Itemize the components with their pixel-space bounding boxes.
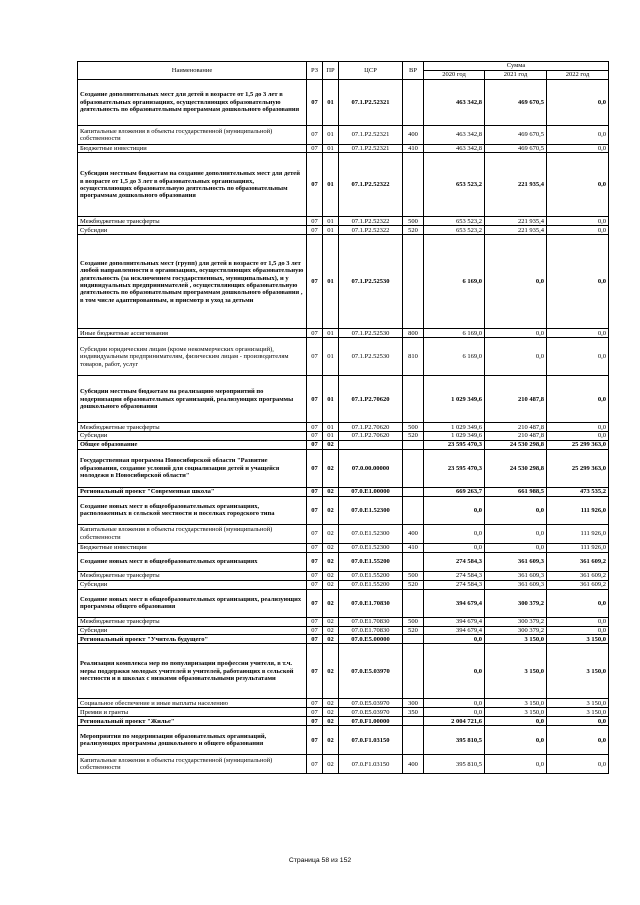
cell-pr: 02 bbox=[323, 543, 339, 552]
cell-2022: 0,0 bbox=[547, 145, 609, 153]
header-year-2022: 2022 год bbox=[547, 71, 609, 80]
cell-name: Региональный проект "Жилье" bbox=[78, 717, 307, 726]
cell-2020: 274 584,3 bbox=[424, 580, 485, 589]
cell-2021: 3 150,0 bbox=[485, 644, 547, 699]
header-vr: ВР bbox=[403, 62, 424, 80]
table-row bbox=[78, 580, 609, 589]
cell-2022: 25 299 363,0 bbox=[547, 449, 609, 487]
cell-csr: 07.0.E1.00000 bbox=[339, 487, 403, 496]
cell-rz: 07 bbox=[307, 617, 323, 626]
cell-csr: 07.0.00.00000 bbox=[339, 449, 403, 487]
table-row bbox=[78, 376, 609, 423]
cell-2021: 469 670,5 bbox=[485, 80, 547, 126]
cell-name: Капитальные вложения в объекты государственной (муниципальной) собственности bbox=[78, 755, 307, 774]
cell-2022: 0,0 bbox=[547, 338, 609, 376]
table-row bbox=[78, 487, 609, 496]
cell-pr: 02 bbox=[323, 755, 339, 774]
header-year-2021: 2021 год bbox=[485, 71, 547, 80]
cell-2021: 3 150,0 bbox=[485, 699, 547, 708]
cell-2020: 463 342,8 bbox=[424, 145, 485, 153]
cell-2020: 1 029 349,6 bbox=[424, 376, 485, 423]
table-row bbox=[78, 571, 609, 580]
cell-2020: 0,0 bbox=[424, 524, 485, 543]
cell-rz: 07 bbox=[307, 126, 323, 145]
cell-pr: 01 bbox=[323, 338, 339, 376]
cell-vr: 520 bbox=[403, 580, 424, 589]
cell-2022: 0,0 bbox=[547, 153, 609, 217]
cell-2022: 3 150,0 bbox=[547, 644, 609, 699]
cell-2020: 394 679,4 bbox=[424, 589, 485, 617]
cell-csr: 07.1.P2.70620 bbox=[339, 432, 403, 440]
cell-pr: 02 bbox=[323, 571, 339, 580]
table-row bbox=[78, 338, 609, 376]
table-row bbox=[78, 552, 609, 571]
cell-2021: 300 379,2 bbox=[485, 626, 547, 634]
cell-vr bbox=[403, 589, 424, 617]
header-year-2020: 2020 год bbox=[424, 71, 485, 80]
cell-csr: 07.1.P2.52322 bbox=[339, 217, 403, 226]
cell-2022: 0,0 bbox=[547, 589, 609, 617]
cell-rz: 07 bbox=[307, 423, 323, 432]
cell-rz: 07 bbox=[307, 708, 323, 717]
cell-pr: 02 bbox=[323, 635, 339, 644]
cell-rz: 07 bbox=[307, 376, 323, 423]
cell-vr: 520 bbox=[403, 626, 424, 634]
cell-2021: 221 935,4 bbox=[485, 217, 547, 226]
cell-2021: 210 487,8 bbox=[485, 376, 547, 423]
cell-2021: 0,0 bbox=[485, 329, 547, 338]
cell-name: Региональный проект "Учитель будущего" bbox=[78, 635, 307, 644]
cell-rz: 07 bbox=[307, 580, 323, 589]
table-row bbox=[78, 543, 609, 552]
cell-pr: 02 bbox=[323, 717, 339, 726]
cell-2021: 361 609,3 bbox=[485, 552, 547, 571]
cell-2022: 0,0 bbox=[547, 126, 609, 145]
cell-pr: 02 bbox=[323, 644, 339, 699]
cell-rz: 07 bbox=[307, 449, 323, 487]
cell-vr bbox=[403, 440, 424, 449]
cell-csr: 07.1.P2.52321 bbox=[339, 145, 403, 153]
cell-2020: 0,0 bbox=[424, 708, 485, 717]
cell-pr: 01 bbox=[323, 145, 339, 153]
cell-pr: 01 bbox=[323, 217, 339, 226]
cell-2021: 24 530 298,8 bbox=[485, 440, 547, 449]
cell-2022: 473 535,2 bbox=[547, 487, 609, 496]
table-row bbox=[78, 717, 609, 726]
cell-rz: 07 bbox=[307, 589, 323, 617]
cell-2021: 0,0 bbox=[485, 496, 547, 524]
cell-rz: 07 bbox=[307, 755, 323, 774]
cell-2020: 0,0 bbox=[424, 644, 485, 699]
cell-2022: 0,0 bbox=[547, 617, 609, 626]
cell-pr: 01 bbox=[323, 329, 339, 338]
cell-2020: 463 342,8 bbox=[424, 126, 485, 145]
cell-name: Создание дополнительных мест для детей в возрасте от 1,5 до 3 лет в образовательных организациях, осуществляющих образовательную деятельность по образовательным программам дошкольного образования bbox=[78, 80, 307, 126]
cell-2020: 653 523,2 bbox=[424, 153, 485, 217]
cell-vr bbox=[403, 644, 424, 699]
cell-name: Создание новых мест в общеобразовательных организациях bbox=[78, 552, 307, 571]
cell-2020: 0,0 bbox=[424, 635, 485, 644]
cell-2021: 221 935,4 bbox=[485, 226, 547, 235]
cell-name: Межбюджетные трансферты bbox=[78, 423, 307, 432]
header-name: Наименование bbox=[78, 62, 307, 80]
cell-2020: 395 810,5 bbox=[424, 755, 485, 774]
cell-2020: 0,0 bbox=[424, 699, 485, 708]
cell-pr: 02 bbox=[323, 726, 339, 755]
cell-csr: 07.0.E1.52300 bbox=[339, 496, 403, 524]
cell-rz: 07 bbox=[307, 543, 323, 552]
cell-pr: 02 bbox=[323, 496, 339, 524]
cell-csr: 07.1.P2.52530 bbox=[339, 329, 403, 338]
cell-2021: 300 379,2 bbox=[485, 589, 547, 617]
cell-csr: 07.1.P2.52321 bbox=[339, 126, 403, 145]
cell-pr: 02 bbox=[323, 440, 339, 449]
cell-rz: 07 bbox=[307, 235, 323, 329]
cell-vr: 800 bbox=[403, 329, 424, 338]
header-pr: ПР bbox=[323, 62, 339, 80]
table-row bbox=[78, 226, 609, 235]
cell-vr: 400 bbox=[403, 755, 424, 774]
cell-csr: 07.0.E5.03970 bbox=[339, 708, 403, 717]
cell-2022: 0,0 bbox=[547, 226, 609, 235]
cell-pr: 02 bbox=[323, 617, 339, 626]
cell-pr: 01 bbox=[323, 235, 339, 329]
cell-vr: 500 bbox=[403, 217, 424, 226]
cell-rz: 07 bbox=[307, 635, 323, 644]
table-body bbox=[78, 80, 609, 774]
table-row bbox=[78, 329, 609, 338]
table-row bbox=[78, 755, 609, 774]
cell-2020: 0,0 bbox=[424, 543, 485, 552]
cell-vr: 500 bbox=[403, 617, 424, 626]
cell-csr bbox=[339, 440, 403, 449]
cell-2020: 394 679,4 bbox=[424, 626, 485, 634]
cell-pr: 02 bbox=[323, 589, 339, 617]
cell-name: Иные бюджетные ассигнования bbox=[78, 329, 307, 338]
cell-name: Капитальные вложения в объекты государственной (муниципальной) собственности bbox=[78, 524, 307, 543]
cell-vr bbox=[403, 235, 424, 329]
cell-csr: 07.0.E1.70830 bbox=[339, 589, 403, 617]
cell-rz: 07 bbox=[307, 726, 323, 755]
cell-vr: 410 bbox=[403, 543, 424, 552]
cell-2021: 0,0 bbox=[485, 543, 547, 552]
cell-2022: 0,0 bbox=[547, 80, 609, 126]
cell-2022: 0,0 bbox=[547, 235, 609, 329]
cell-rz: 07 bbox=[307, 487, 323, 496]
cell-csr: 07.1.P2.52322 bbox=[339, 226, 403, 235]
cell-2020: 23 595 470,3 bbox=[424, 449, 485, 487]
cell-rz: 07 bbox=[307, 329, 323, 338]
cell-2021: 24 530 298,8 bbox=[485, 449, 547, 487]
cell-rz: 07 bbox=[307, 440, 323, 449]
cell-pr: 01 bbox=[323, 126, 339, 145]
cell-2020: 395 810,5 bbox=[424, 726, 485, 755]
cell-2022: 0,0 bbox=[547, 726, 609, 755]
cell-name: Бюджетные инвестиции bbox=[78, 145, 307, 153]
table-row bbox=[78, 80, 609, 126]
cell-csr: 07.0.E5.03970 bbox=[339, 699, 403, 708]
table-row bbox=[78, 589, 609, 617]
cell-vr: 350 bbox=[403, 708, 424, 717]
cell-name: Межбюджетные трансферты bbox=[78, 571, 307, 580]
cell-rz: 07 bbox=[307, 432, 323, 440]
cell-2021: 361 609,3 bbox=[485, 571, 547, 580]
cell-csr: 07.0.E1.55200 bbox=[339, 580, 403, 589]
cell-vr: 500 bbox=[403, 423, 424, 432]
cell-2021: 661 988,5 bbox=[485, 487, 547, 496]
cell-2022: 361 609,2 bbox=[547, 552, 609, 571]
cell-csr: 07.0.E5.03970 bbox=[339, 644, 403, 699]
cell-2020: 1 029 349,6 bbox=[424, 432, 485, 440]
cell-2022: 111 926,0 bbox=[547, 543, 609, 552]
cell-rz: 07 bbox=[307, 153, 323, 217]
cell-2021: 0,0 bbox=[485, 755, 547, 774]
cell-2020: 23 595 470,3 bbox=[424, 440, 485, 449]
cell-name: Премии и гранты bbox=[78, 708, 307, 717]
cell-2022: 0,0 bbox=[547, 432, 609, 440]
cell-2020: 653 523,2 bbox=[424, 217, 485, 226]
cell-csr: 07.0.F1.03150 bbox=[339, 726, 403, 755]
page-number: Страница 58 из 152 bbox=[288, 857, 352, 864]
cell-rz: 07 bbox=[307, 699, 323, 708]
cell-2020: 6 169,0 bbox=[424, 329, 485, 338]
cell-name: Региональный проект "Современная школа" bbox=[78, 487, 307, 496]
cell-2022: 111 926,0 bbox=[547, 524, 609, 543]
cell-pr: 02 bbox=[323, 626, 339, 634]
cell-vr bbox=[403, 376, 424, 423]
table-header bbox=[78, 62, 609, 80]
cell-2022: 0,0 bbox=[547, 376, 609, 423]
cell-2020: 463 342,8 bbox=[424, 80, 485, 126]
cell-pr: 01 bbox=[323, 80, 339, 126]
table-row bbox=[78, 440, 609, 449]
cell-2022: 361 609,2 bbox=[547, 571, 609, 580]
cell-vr: 410 bbox=[403, 145, 424, 153]
cell-2020: 669 263,7 bbox=[424, 487, 485, 496]
cell-2022: 0,0 bbox=[547, 626, 609, 634]
cell-2020: 2 004 721,6 bbox=[424, 717, 485, 726]
cell-2021: 469 670,5 bbox=[485, 145, 547, 153]
cell-pr: 01 bbox=[323, 376, 339, 423]
cell-pr: 02 bbox=[323, 487, 339, 496]
budget-table bbox=[77, 61, 609, 774]
cell-csr: 07.0.E1.55200 bbox=[339, 571, 403, 580]
cell-rz: 07 bbox=[307, 626, 323, 634]
cell-2021: 210 487,8 bbox=[485, 423, 547, 432]
cell-vr bbox=[403, 552, 424, 571]
cell-2020: 274 584,3 bbox=[424, 571, 485, 580]
cell-rz: 07 bbox=[307, 338, 323, 376]
header-csr: ЦСР bbox=[339, 62, 403, 80]
cell-2022: 0,0 bbox=[547, 217, 609, 226]
cell-2021: 0,0 bbox=[485, 524, 547, 543]
cell-2022: 111 926,0 bbox=[547, 496, 609, 524]
cell-name: Субсидии bbox=[78, 580, 307, 589]
cell-name: Создание новых мест в общеобразовательных организациях, расположенных в сельской местности и поселках городского типа bbox=[78, 496, 307, 524]
cell-rz: 07 bbox=[307, 80, 323, 126]
cell-2021: 0,0 bbox=[485, 235, 547, 329]
cell-vr bbox=[403, 80, 424, 126]
cell-2022: 3 150,0 bbox=[547, 635, 609, 644]
cell-rz: 07 bbox=[307, 717, 323, 726]
table-row bbox=[78, 699, 609, 708]
cell-csr: 07.1.P2.70620 bbox=[339, 376, 403, 423]
cell-csr: 07.1.P2.52321 bbox=[339, 80, 403, 126]
table-row bbox=[78, 432, 609, 440]
cell-2021: 469 670,5 bbox=[485, 126, 547, 145]
cell-vr bbox=[403, 496, 424, 524]
table-row bbox=[78, 449, 609, 487]
cell-2021: 3 150,0 bbox=[485, 635, 547, 644]
table-row bbox=[78, 496, 609, 524]
header-sum: Сумма bbox=[424, 62, 609, 71]
cell-2021: 361 609,3 bbox=[485, 580, 547, 589]
cell-pr: 01 bbox=[323, 153, 339, 217]
cell-csr: 07.1.P2.52322 bbox=[339, 153, 403, 217]
cell-name: Создание дополнительных мест (групп) для детей в возрасте от 1,5 до 3 лет любой направленности в организациях, осуществляющих образовательную деятельность (за исключением государственных, муниципальных), и у индивидуальных предпринимателей , осуществляющих образовательную деятельность по образовательным программам дошкольного образования , в том числе адаптированным, и присмотр и уход за детьми bbox=[78, 235, 307, 329]
cell-name: Субсидии местным бюджетам на создание дополнительных мест для детей в возрасте от 1,5 до 3 лет в образовательных организациях, осуществляющих образовательную деятельность по образовательным программам дошкольного образования bbox=[78, 153, 307, 217]
cell-csr: 07.1.P2.70620 bbox=[339, 423, 403, 432]
cell-2021: 221 935,4 bbox=[485, 153, 547, 217]
cell-csr: 07.0.E1.52300 bbox=[339, 524, 403, 543]
cell-csr: 07.1.P2.52530 bbox=[339, 235, 403, 329]
cell-rz: 07 bbox=[307, 145, 323, 153]
table-row bbox=[78, 145, 609, 153]
cell-2022: 0,0 bbox=[547, 755, 609, 774]
table-row bbox=[78, 644, 609, 699]
cell-2020: 6 169,0 bbox=[424, 235, 485, 329]
cell-2022: 361 609,2 bbox=[547, 580, 609, 589]
cell-2021: 300 379,2 bbox=[485, 617, 547, 626]
cell-pr: 01 bbox=[323, 226, 339, 235]
cell-csr: 07.0.E1.70830 bbox=[339, 617, 403, 626]
cell-2021: 210 487,8 bbox=[485, 432, 547, 440]
cell-csr: 07.1.P2.52530 bbox=[339, 338, 403, 376]
cell-pr: 01 bbox=[323, 423, 339, 432]
cell-vr: 500 bbox=[403, 571, 424, 580]
cell-rz: 07 bbox=[307, 496, 323, 524]
cell-name: Реализация комплекса мер по популяризации профессии учителя, в т.ч. меры поддержки молодых учителей и учителей, работающих в сельской местности и в школах с низкими образовательными результатами bbox=[78, 644, 307, 699]
cell-name: Субсидии bbox=[78, 626, 307, 634]
cell-pr: 01 bbox=[323, 432, 339, 440]
table-row bbox=[78, 235, 609, 329]
cell-pr: 02 bbox=[323, 708, 339, 717]
cell-vr: 400 bbox=[403, 126, 424, 145]
cell-name: Межбюджетные трансферты bbox=[78, 617, 307, 626]
table-row bbox=[78, 708, 609, 717]
cell-vr: 300 bbox=[403, 699, 424, 708]
cell-name: Социальное обеспечение и иные выплаты населению bbox=[78, 699, 307, 708]
cell-vr bbox=[403, 487, 424, 496]
cell-2021: 0,0 bbox=[485, 338, 547, 376]
cell-2020: 394 679,4 bbox=[424, 617, 485, 626]
cell-pr: 02 bbox=[323, 552, 339, 571]
cell-csr: 07.0.E1.52300 bbox=[339, 543, 403, 552]
cell-2021: 0,0 bbox=[485, 717, 547, 726]
cell-csr: 07.0.E1.70830 bbox=[339, 626, 403, 634]
cell-2022: 0,0 bbox=[547, 329, 609, 338]
cell-name: Субсидии местным бюджетам на реализацию мероприятий по модернизации образовательных организаций, реализующих программы дошкольного образования bbox=[78, 376, 307, 423]
cell-vr: 810 bbox=[403, 338, 424, 376]
cell-2022: 3 150,0 bbox=[547, 708, 609, 717]
cell-name: Бюджетные инвестиции bbox=[78, 543, 307, 552]
cell-vr bbox=[403, 635, 424, 644]
cell-2022: 3 150,0 bbox=[547, 699, 609, 708]
header-rz: РЗ bbox=[307, 62, 323, 80]
cell-pr: 02 bbox=[323, 449, 339, 487]
table-row bbox=[78, 217, 609, 226]
cell-rz: 07 bbox=[307, 571, 323, 580]
cell-2020: 1 029 349,6 bbox=[424, 423, 485, 432]
cell-name: Субсидии юридическим лицам (кроме некоммерческих организаций), индивидуальным предпринимателям, физическим лицам - производителям товаров, работ, услуг bbox=[78, 338, 307, 376]
table-row bbox=[78, 126, 609, 145]
cell-vr bbox=[403, 717, 424, 726]
cell-pr: 02 bbox=[323, 699, 339, 708]
cell-rz: 07 bbox=[307, 552, 323, 571]
cell-vr bbox=[403, 449, 424, 487]
cell-vr: 400 bbox=[403, 524, 424, 543]
table-row bbox=[78, 153, 609, 217]
table-row bbox=[78, 635, 609, 644]
cell-2021: 3 150,0 bbox=[485, 708, 547, 717]
cell-pr: 02 bbox=[323, 580, 339, 589]
cell-csr: 07.0.E5.00000 bbox=[339, 635, 403, 644]
cell-name: Субсидии bbox=[78, 432, 307, 440]
cell-vr: 520 bbox=[403, 432, 424, 440]
cell-2020: 6 169,0 bbox=[424, 338, 485, 376]
cell-2022: 0,0 bbox=[547, 717, 609, 726]
cell-2022: 25 299 363,0 bbox=[547, 440, 609, 449]
cell-name: Государственная программа Новосибирской области "Развитие образования, создание условий для социализации детей и учащейся молодежи в Новосибирской области" bbox=[78, 449, 307, 487]
cell-2020: 653 523,2 bbox=[424, 226, 485, 235]
cell-name: Создание новых мест в общеобразовательных организациях, реализующих программы общего образования bbox=[78, 589, 307, 617]
cell-name: Мероприятия по модернизации образовательных организаций, реализующих программы дошкольного и общего образования bbox=[78, 726, 307, 755]
table-row bbox=[78, 617, 609, 626]
cell-2020: 0,0 bbox=[424, 496, 485, 524]
cell-vr: 520 bbox=[403, 226, 424, 235]
cell-name: Субсидии bbox=[78, 226, 307, 235]
table-row bbox=[78, 726, 609, 755]
cell-name: Капитальные вложения в объекты государственной (муниципальной) собственности bbox=[78, 126, 307, 145]
table-row bbox=[78, 423, 609, 432]
cell-pr: 02 bbox=[323, 524, 339, 543]
cell-csr: 07.0.F1.03150 bbox=[339, 755, 403, 774]
cell-name: Общее образование bbox=[78, 440, 307, 449]
cell-2020: 274 584,3 bbox=[424, 552, 485, 571]
cell-2022: 0,0 bbox=[547, 423, 609, 432]
cell-vr bbox=[403, 153, 424, 217]
cell-rz: 07 bbox=[307, 644, 323, 699]
cell-rz: 07 bbox=[307, 226, 323, 235]
cell-2021: 0,0 bbox=[485, 726, 547, 755]
table-row bbox=[78, 626, 609, 634]
cell-rz: 07 bbox=[307, 524, 323, 543]
cell-name: Межбюджетные трансферты bbox=[78, 217, 307, 226]
cell-vr bbox=[403, 726, 424, 755]
cell-csr: 07.0.F1.00000 bbox=[339, 717, 403, 726]
table-row bbox=[78, 524, 609, 543]
cell-rz: 07 bbox=[307, 217, 323, 226]
cell-csr: 07.0.E1.55200 bbox=[339, 552, 403, 571]
